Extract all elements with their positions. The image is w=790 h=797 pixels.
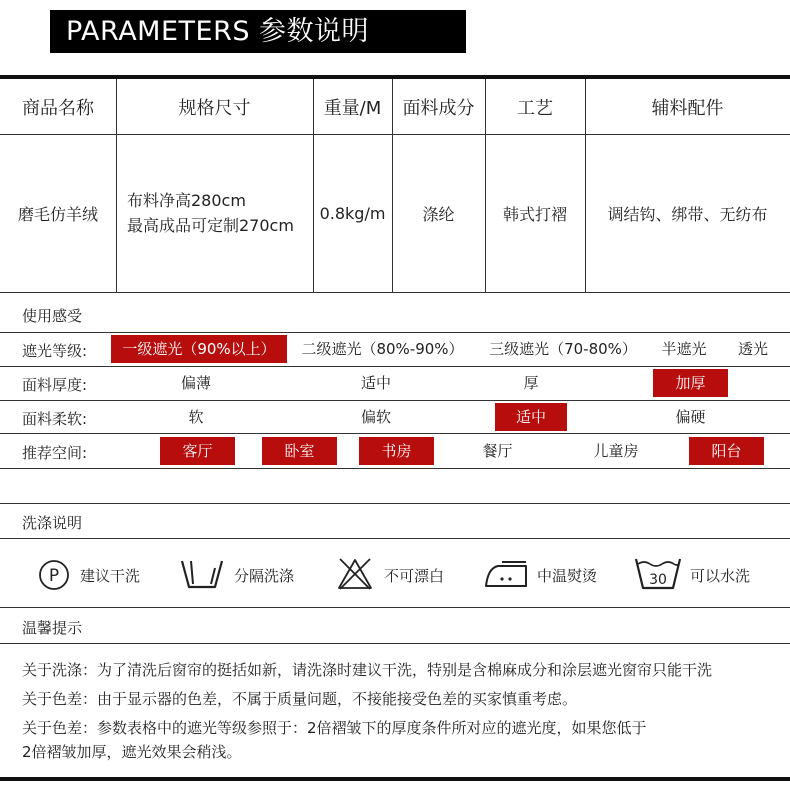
washing-section-title: 洗涤说明: [22, 514, 83, 532]
room-option-study: 书房: [359, 437, 434, 465]
divider: [0, 503, 790, 504]
fabric-value: 涤纶: [422, 205, 455, 224]
thickness-option-2: 适中: [360, 374, 391, 392]
page-title: PARAMETERS 参数说明: [50, 10, 466, 53]
room-option-living-room: 客厅: [160, 437, 235, 465]
size-value: [127, 188, 294, 238]
no-bleach-icon: [336, 557, 374, 591]
softness-label: 面料柔软:: [22, 410, 88, 428]
tip-line-1: 关于洗涤：为了清洗后窗帘的挺括如新，请洗涤时建议干洗，特别是含棉麻成分和涂层遮光窗帘只能干洗: [22, 661, 713, 679]
divider: [0, 468, 790, 469]
weight-value: 0.8kg/m: [319, 204, 386, 223]
header-craft: 工艺: [517, 97, 553, 119]
shading-option-2: 二级遮光（80%-90%）: [301, 340, 464, 358]
thickness-option-1: 偏薄: [180, 374, 211, 392]
table-bottom-divider: [0, 292, 790, 293]
dry-clean-icon: [38, 559, 70, 591]
size-line-2: 最高成品可定制270cm: [127, 216, 294, 235]
softness-option-2: 偏软: [360, 408, 391, 426]
divider: [0, 366, 790, 367]
care-label-separate-wash: 分隔洗涤: [234, 567, 295, 585]
shading-option-1: 一级遮光（90%以上）: [111, 335, 287, 363]
thickness-option-4: 加厚: [653, 369, 728, 397]
divider: [0, 433, 790, 434]
divider: [0, 643, 790, 644]
tip-line-3: 关于色差：参数表格中的遮光等级参照于：2倍褶皱下的厚度条件所对应的遮光度，如果您低于: [22, 719, 647, 737]
header-product-name: 商品名称: [22, 97, 94, 119]
shading-option-3: 三级遮光（70-80%）: [489, 340, 637, 358]
shading-label: 遮光等级:: [22, 342, 88, 360]
softness-option-3: 适中: [495, 403, 567, 431]
softness-option-1: 软: [188, 408, 204, 426]
divider: [0, 400, 790, 401]
header-accessories: 辅料配件: [651, 97, 724, 119]
product-name-value: 磨毛仿羊绒: [17, 205, 98, 224]
experience-section-title: 使用感受: [22, 307, 83, 325]
room-option-kids-room: 儿童房: [593, 442, 639, 460]
header-fabric: 面料成分: [402, 97, 475, 119]
room-option-balcony: 阳台: [689, 437, 764, 465]
bottom-border: [0, 777, 790, 781]
header-weight: 重量/M: [323, 97, 382, 119]
iron-medium-icon: [484, 558, 528, 590]
wash-temperature-glyph: 30: [649, 572, 667, 588]
care-label-medium-iron: 中温熨烫: [537, 567, 598, 585]
room-option-bedroom: 卧室: [262, 437, 337, 465]
softness-option-4: 偏硬: [675, 408, 706, 426]
craft-value: 韩式打褶: [502, 205, 567, 224]
divider: [0, 607, 790, 608]
divider: [0, 332, 790, 333]
tip-line-2: 关于色差：由于显示器的色差，不属于质量问题，不接能接受色差的买家慎重考虑。: [22, 690, 578, 708]
shading-option-5: 透光: [737, 340, 768, 358]
care-label-machine-wash: 可以水洗: [690, 567, 751, 585]
divider: [0, 538, 790, 539]
hand-wash-basin-icon: [180, 558, 224, 590]
size-line-1: 布料净高280cm: [127, 191, 246, 210]
care-label-no-bleach: 不可漂白: [384, 567, 445, 585]
thickness-label: 面料厚度:: [22, 376, 88, 394]
tip-line-4: 2倍褶皱加厚，遮光效果会稍浅。: [22, 743, 242, 761]
tips-section-title: 温馨提示: [22, 619, 83, 637]
header-size: 规格尺寸: [178, 97, 251, 119]
room-option-dining-room: 餐厅: [482, 442, 513, 460]
accessories-value: 调结钩、绑带、无纺布: [607, 205, 768, 224]
thickness-option-3: 厚: [523, 374, 539, 392]
machine-wash-30-icon: [634, 555, 682, 591]
care-label-dry-clean: 建议干洗: [80, 567, 141, 585]
rooms-label: 推荐空间:: [22, 444, 88, 462]
shading-option-4: 半遮光: [661, 340, 707, 358]
dry-clean-glyph: P: [48, 566, 60, 586]
